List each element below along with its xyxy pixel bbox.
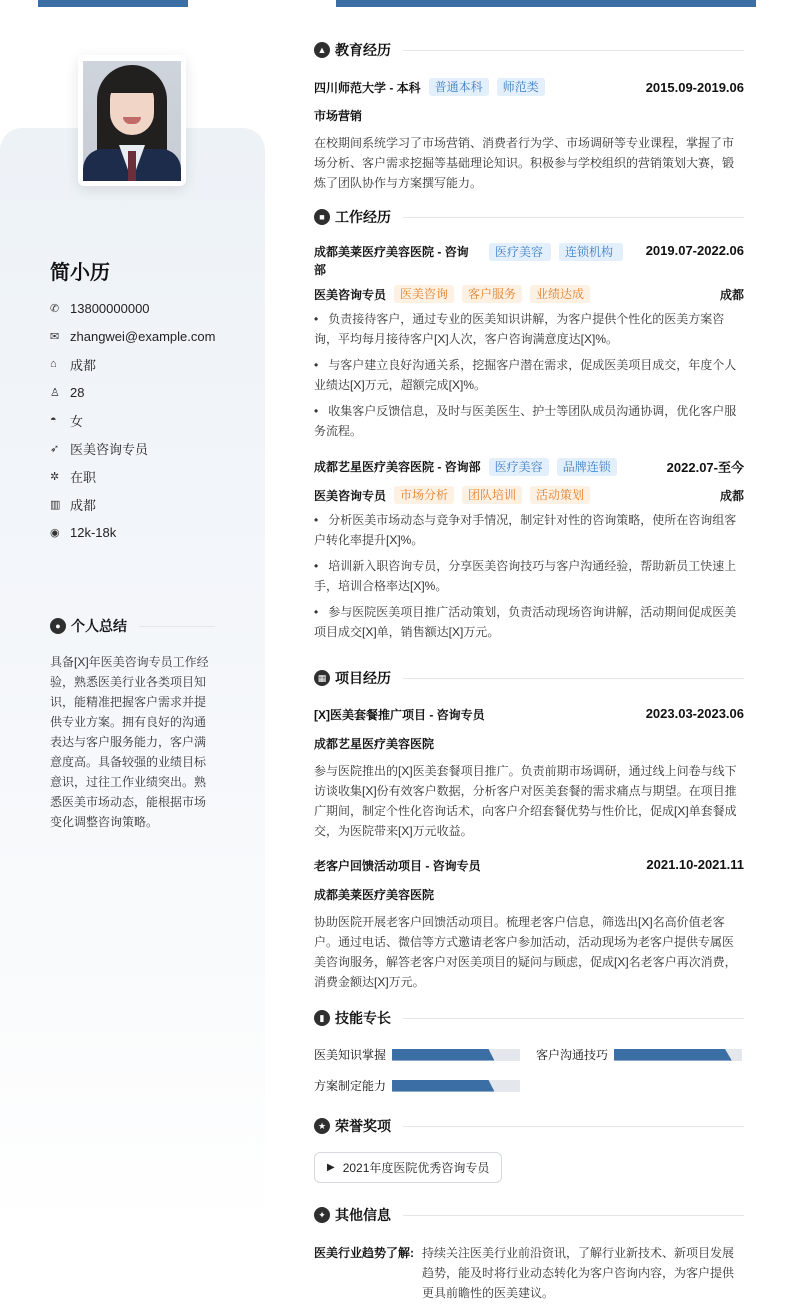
- divider: [403, 1215, 744, 1216]
- mail-icon: ✉: [50, 330, 60, 343]
- divider: [403, 1126, 744, 1127]
- job-title: 医美咨询专员: [314, 287, 387, 302]
- project-org: 成都美莱医疗美容医院: [314, 888, 435, 902]
- company-tag: 医疗美容: [489, 458, 549, 476]
- divider: [403, 50, 744, 51]
- skill-progress-fill: [392, 1080, 494, 1092]
- section-title-work: ■ 工作经历: [314, 207, 744, 227]
- divider: [403, 678, 744, 679]
- info-status: ✲ 在职: [50, 469, 97, 485]
- status-icon: ✲: [50, 470, 60, 483]
- company-name: 成都美莱医疗美容医院 - 咨询部: [314, 245, 469, 277]
- section-title-skills: ▮ 技能专长: [314, 1008, 744, 1028]
- skill-tag: 活动策划: [530, 486, 590, 504]
- project-date: 2021.10-2021.11: [646, 857, 744, 872]
- skill-item: 方案制定能力: [314, 1077, 522, 1094]
- job-title: 医美咨询专员: [314, 488, 387, 503]
- work-city: 成都: [719, 287, 744, 302]
- info-icon: ✦: [314, 1207, 330, 1223]
- other-info-value: 持续关注医美行业前沿资讯，了解行业新技术、新项目发展趋势，能及时将行业动态转化为客户咨询内容，为客户提供更具前瞻性的医美建议。: [422, 1246, 735, 1300]
- send-icon: ➶: [50, 442, 60, 455]
- project-header: [314, 706, 744, 723]
- divider: [403, 217, 744, 218]
- work-role-row: [314, 285, 744, 303]
- skill-item: 客户沟通技巧: [536, 1046, 744, 1063]
- section-title-projects: ▦ 项目经历: [314, 668, 744, 688]
- company-tag: 品牌连锁: [557, 458, 617, 476]
- major: 市场营销: [314, 109, 363, 123]
- work-bullet: • 分析医美市场动态与竞争对手情况，制定针对性的咨询策略，使所在咨询组客户转化率提升[X]%。: [314, 513, 737, 547]
- age-icon: ♙: [50, 386, 60, 399]
- education-date: 2015.09-2019.06: [645, 79, 744, 95]
- info-work-city: ▥ 成都: [50, 497, 97, 513]
- work-city: 成都: [719, 488, 744, 503]
- other-info-label: 医美行业趋势了解:: [314, 1246, 414, 1260]
- work-bullet: • 培训新入职咨询专员，分享医美咨询技巧与客户沟通经验，帮助新员工快速上手，培训合格率达[X]%。: [314, 559, 737, 593]
- info-location: ⌂ 成都: [50, 357, 97, 373]
- section-title-other: ✦ 其他信息: [314, 1205, 744, 1225]
- education-tag: 普通本科: [429, 78, 489, 96]
- skill-tag: 市场分析: [394, 486, 454, 504]
- skill-tag: 医美咨询: [394, 285, 454, 303]
- project-description: 协助医院开展老客户回馈活动项目。梳理老客户信息，筛选出[X]名高价值老客户。通过电话、微信等方式邀请老客户参加活动，活动现场为老客户提供专属医美咨询服务，解答老客户对医美项目的疑问与顾虑，促成[X]名老客户再次消费，消费金额达[X]万元。: [314, 915, 737, 989]
- play-triangle-icon: ▶: [327, 1162, 335, 1173]
- work-header: [314, 243, 744, 279]
- info-gender: ◓ 女: [50, 413, 84, 429]
- section-title-awards: ★ 荣誉奖项: [314, 1116, 744, 1136]
- skill-progress-fill: [392, 1049, 494, 1061]
- briefcase-icon: ■: [314, 209, 330, 225]
- company-name: 成都艺星医疗美容医院 - 咨询部: [314, 460, 481, 474]
- company-tag: 连锁机构: [559, 243, 623, 261]
- divider: [403, 1018, 744, 1019]
- building-icon: ▥: [50, 498, 61, 511]
- home-icon: ⌂: [50, 358, 57, 370]
- project-description: 参与医院推出的[X]医美套餐项目推广。负责前期市场调研，通过线上问卷与线下访谈收集[X]份有效客户数据，分析客户对医美套餐的需求痛点与期望。在项目推广期间，制定个性化咨询话术，向客户介绍套餐优势与性价比，促成[X]单套餐成交，为医院带来[X]万元收益。: [314, 764, 737, 838]
- work-role-row: [314, 486, 744, 504]
- skill-progress-fill: [614, 1049, 732, 1061]
- skill-item: 医美知识掌握: [314, 1046, 522, 1063]
- work-bullet: • 与客户建立良好沟通关系，挖掘客户潜在需求，促成医美项目成交，年度个人业绩达[X]万元，超额完成[X]%。: [314, 358, 737, 392]
- user-icon: ●: [50, 618, 66, 634]
- award-icon: ★: [314, 1118, 330, 1134]
- skill-tag: 业绩达成: [530, 285, 590, 303]
- award-item[interactable]: ▶ 2021年度医院优秀咨询专员: [314, 1152, 502, 1183]
- school-name: 四川师范大学 - 本科: [314, 80, 421, 95]
- top-accent-bar-left: [38, 0, 188, 7]
- section-title-summary: ● 个人总结: [50, 616, 215, 636]
- skills-grid: [314, 1046, 744, 1094]
- profile-photo: [83, 61, 181, 181]
- candidate-name: 简小历: [50, 262, 110, 284]
- work-bullet: • 收集客户反馈信息，及时与医美医生、护士等团队成员沟通协调，优化客户服务流程。: [314, 404, 737, 438]
- summary-text: 具备[X]年医美咨询专员工作经验，熟悉医美行业各类项目知识，能精准把握客户需求并提供专业方案。拥有良好的沟通表达与客户服务能力，客户满意度高。具备较强的业绩目标意识，过往工作业绩突出。熟悉医美市场动态，能根据市场变化调整咨询策略。: [50, 655, 209, 829]
- main-content: [314, 40, 744, 1303]
- work-header: [314, 457, 744, 476]
- project-date: 2023.03-2023.06: [645, 706, 744, 721]
- divider: [139, 626, 215, 627]
- work-date: 2022.07-至今: [666, 460, 744, 475]
- info-age: ♙ 28: [50, 384, 85, 400]
- phone-icon: ✆: [50, 302, 60, 315]
- bar-chart-icon: ▮: [314, 1010, 330, 1026]
- work-bullet: • 负责接待客户，通过专业的医美知识讲解，为客户提供个性化的医美方案咨询，平均每月接待客户[X]人次，客户咨询满意度达[X]%。: [314, 312, 725, 346]
- project-name: [X]医美套餐推广项目 - 咨询专员: [314, 708, 485, 722]
- info-position: ➶ 医美咨询专员: [50, 441, 149, 457]
- skill-tag: 客户服务: [462, 285, 522, 303]
- contact-info-list: [50, 294, 215, 546]
- project-header: [314, 857, 744, 874]
- skill-progress-bar: [392, 1080, 520, 1092]
- section-title-education: ▲ 教育经历: [314, 40, 744, 60]
- other-info-item: [314, 1243, 744, 1303]
- project-name: 老客户回馈活动项目 - 咨询专员: [314, 859, 481, 873]
- salary-icon: ◉: [50, 526, 60, 539]
- gender-icon: ◓: [50, 414, 57, 426]
- info-email: ✉ zhangwei@example.com: [50, 328, 216, 344]
- info-phone: ✆ 13800000000: [50, 300, 150, 316]
- education-tag: 师范类: [497, 78, 545, 96]
- skill-progress-bar: [614, 1049, 742, 1061]
- work-bullet: • 参与医院医美项目推广活动策划，负责活动现场咨询讲解，活动期间促成医美项目成交[X]单，销售额达[X]万元。: [314, 605, 737, 639]
- avatar: [78, 55, 186, 186]
- graduation-cap-icon: ▲: [314, 42, 330, 58]
- work-date: 2019.07-2022.06: [645, 243, 744, 258]
- top-accent-bar-right: [336, 0, 756, 7]
- project-org: 成都艺星医疗美容医院: [314, 737, 435, 751]
- skill-progress-bar: [392, 1049, 520, 1061]
- education-header: [314, 78, 744, 96]
- skill-tag: 团队培训: [462, 486, 522, 504]
- info-salary: ◉ 12k-18k: [50, 524, 117, 540]
- grid-icon: ▦: [314, 670, 330, 686]
- education-description: 在校期间系统学习了市场营销、消费者行为学、市场调研等专业课程，掌握了市场分析、客户需求挖掘等基础理论知识。积极参与学校组织的营销策划大赛，锻炼了团队协作与方案撰写能力。: [314, 136, 735, 190]
- company-tag: 医疗美容: [489, 243, 551, 261]
